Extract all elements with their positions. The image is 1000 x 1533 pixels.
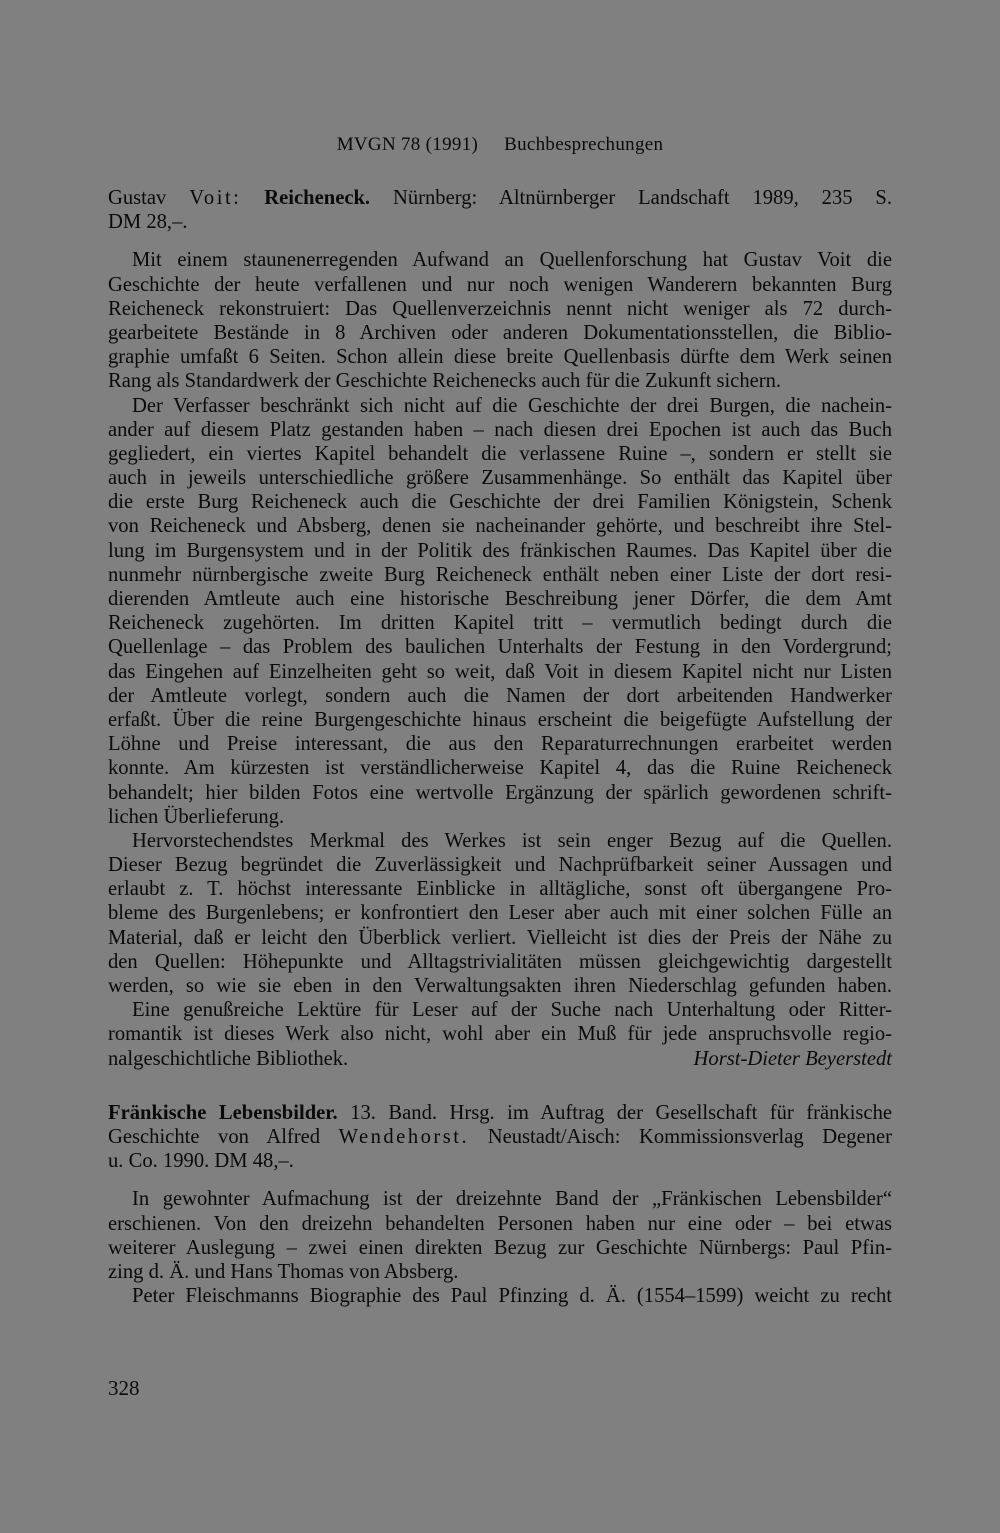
review1-line: Löhne und Preise interessant, die aus den Reparaturrechnungen erarbeitet werden — [108, 733, 892, 756]
review1-line: gearbeitete Bestände in 8 Archiven oder anderen Dokumentationsstellen, die Biblio- — [108, 321, 892, 344]
review1-last-line: nalgeschichtliche Bibliothek. — [108, 1047, 349, 1070]
review1-line: Rang als Standardwerk der Geschichte Reichenecks auch für die Zukunft sichern. — [108, 370, 782, 393]
review1-line: die erste Burg Reicheneck auch die Geschichte der drei Familien Königstein, Schenk — [108, 491, 892, 514]
review1-line: Hervorstechendstes Merkmal des Werkes ist sein enger Bezug auf die Quellen. — [132, 829, 892, 852]
running-head — [0, 134, 1000, 156]
review1-line: Reicheneck rekonstruiert: Das Quellenverzeichnis nennt nicht weniger als 72 durch- — [108, 297, 892, 320]
review1-line: lichen Überlieferung. — [108, 805, 285, 828]
review1-line: Geschichte der heute verfallenen und nur noch wenigen Wanderern bekannten Burg — [108, 273, 892, 296]
review1-title: Reicheneck. — [264, 187, 371, 209]
review1-line: erlaubt z. T. höchst interessante Einblicke in alltägliche, sonst oft übergangene Pro- — [108, 878, 892, 901]
review2-biblio: Geschichte von Alfred — [108, 1125, 321, 1148]
review1-line: Material, daß er leicht den Überblick verliert. Vielleicht ist dies der Preis der Nähe zu — [108, 926, 892, 949]
review1-line: das Eingehen auf Einzelheiten geht so weit, daß Voit in diesem Kapitel nicht nur Listen — [108, 660, 892, 683]
review1-line: der Amtleute vorlegt, sondern auch die Namen der dort arbeitenden Handwerker — [108, 684, 892, 707]
review1-line: ander auf diesem Platz gestanden haben – nach diesen drei Epochen ist auch das Buch — [108, 418, 892, 441]
journal-reference: MVGN 78 (1991) — [336, 134, 479, 155]
main-text — [108, 186, 892, 1308]
review1-line: Der Verfasser beschränkt sich nicht auf die Geschichte der drei Burgen, die nachein- — [132, 394, 892, 417]
review2-biblio-line2 — [108, 1125, 892, 1149]
review1-author-surname: Voit: — [189, 187, 242, 209]
review2-title: Fränkische Lebensbilder. — [108, 1101, 338, 1124]
review1-line: Dieser Bezug begründet die Zuverlässigkeit und Nachprüfbarkeit seiner Aussagen und — [108, 854, 892, 877]
review1-author: Gustav — [108, 187, 167, 209]
review2-line: weiterer Auslegung – zwei einen direkten Bezug zur Geschichte Nürnbergs: Paul Pfin- — [108, 1236, 892, 1259]
review1-line: romantik ist dieses Werk also nicht, wohl aber ein Muß für jede anspruchsvolle regio- — [108, 1023, 892, 1046]
review2-line: zing d. Ä. und Hans Thomas von Absberg. — [108, 1260, 459, 1283]
review1-line: Reicheneck zugehörten. Im dritten Kapitel tritt – vermutlich bedingt durch die — [108, 612, 892, 635]
review1-line: erfaßt. Über die reine Burgengeschichte hinaus erscheint die beigefügte Aufstellung der — [108, 708, 892, 731]
review1-line: konnte. Am kürzesten ist verständlicherweise Kapitel 4, das die Ruine Reicheneck — [108, 757, 892, 780]
review1-line: lung im Burgensystem und in der Politik des fränkischen Raumes. Das Kapitel über die — [108, 539, 892, 562]
review1-biblio-line1 — [108, 186, 892, 210]
review1-line: Eine genußreiche Lektüre für Leser auf der Suche nach Unterhaltung oder Ritter- — [132, 999, 892, 1022]
review2-biblio-line1 — [108, 1101, 892, 1125]
review1-line: Mit einem staunenerregenden Aufwand an Quellenforschung hat Gustav Voit die — [132, 249, 892, 272]
reviewer-signature: Horst-Dieter Beyerstedt — [693, 1047, 892, 1070]
review1-line: Quellenlage – das Problem des baulichen Unterhalts der Festung in den Vordergrund; — [108, 636, 892, 659]
review1-line: bleme des Burgenlebens; er konfrontiert den Leser aber auch mit einer solchen Fülle an — [108, 902, 892, 925]
review2-biblio: Neustadt/Aisch: Kommissionsverlag Degener — [487, 1125, 892, 1148]
review2-biblio-line3: u. Co. 1990. DM 48,–. — [108, 1150, 294, 1173]
review1-line: werden, so wie sie eben in den Verwaltungsakten ihren Niederschlag gefunden haben. — [108, 975, 892, 997]
review1-price: DM 28,–. — [108, 211, 188, 234]
review1-line: dierenden Amtleute auch eine historische Beschreibung jener Dörfer, die dem Amt — [108, 588, 892, 610]
review1-biblio: Nürnberg: Altnürnberger Landschaft 1989, 235 S. — [392, 187, 893, 209]
review2-line: In gewohnter Aufmachung ist der dreizehnte Band der „Fränkischen Lebensbilder“ — [132, 1188, 892, 1211]
review2-line: Peter Fleischmanns Biographie des Paul Pfinzing d. Ä. (1554–1599) weicht zu recht — [132, 1285, 892, 1308]
page-number: 328 — [108, 1376, 140, 1400]
review1-line: graphie umfaßt 6 Seiten. Schon allein diese breite Quellenbasis dürfte dem Werk seinen — [108, 346, 892, 369]
review2-editor: Wendehorst. — [338, 1125, 470, 1148]
review1-line: auch in jeweils unterschiedliche größere Zusammenhänge. So enthält das Kapitel über — [108, 467, 892, 490]
review2-biblio: 13. Band. Hrsg. im Auftrag der Gesellschaft für fränkische — [350, 1101, 893, 1124]
section-title: Buchbesprechungen — [504, 134, 664, 155]
review1-line: behandelt; hier bilden Fotos eine wertvolle Ergänzung der spärlich gewordenen schrift- — [108, 781, 892, 804]
review1-line: von Reicheneck und Absberg, denen sie nacheinander gehörte, und beschreibt ihre Stel- — [108, 515, 892, 538]
review1-closing-line — [108, 1047, 892, 1071]
review1-line: gegliedert, ein viertes Kapitel behandelt die verlassene Ruine –, sondern er stellt sie — [108, 442, 892, 465]
review1-line: den Quellen: Höhepunkte und Alltagstrivialitäten müssen gleichgewichtig dargestellt — [108, 950, 892, 973]
review2-line: erschienen. Von den dreizehn behandelten Personen haben nur eine oder – bei etwas — [108, 1212, 892, 1235]
review1-line: nunmehr nürnbergische zweite Burg Reicheneck enthält neben einer Liste der dort resi- — [108, 563, 892, 586]
